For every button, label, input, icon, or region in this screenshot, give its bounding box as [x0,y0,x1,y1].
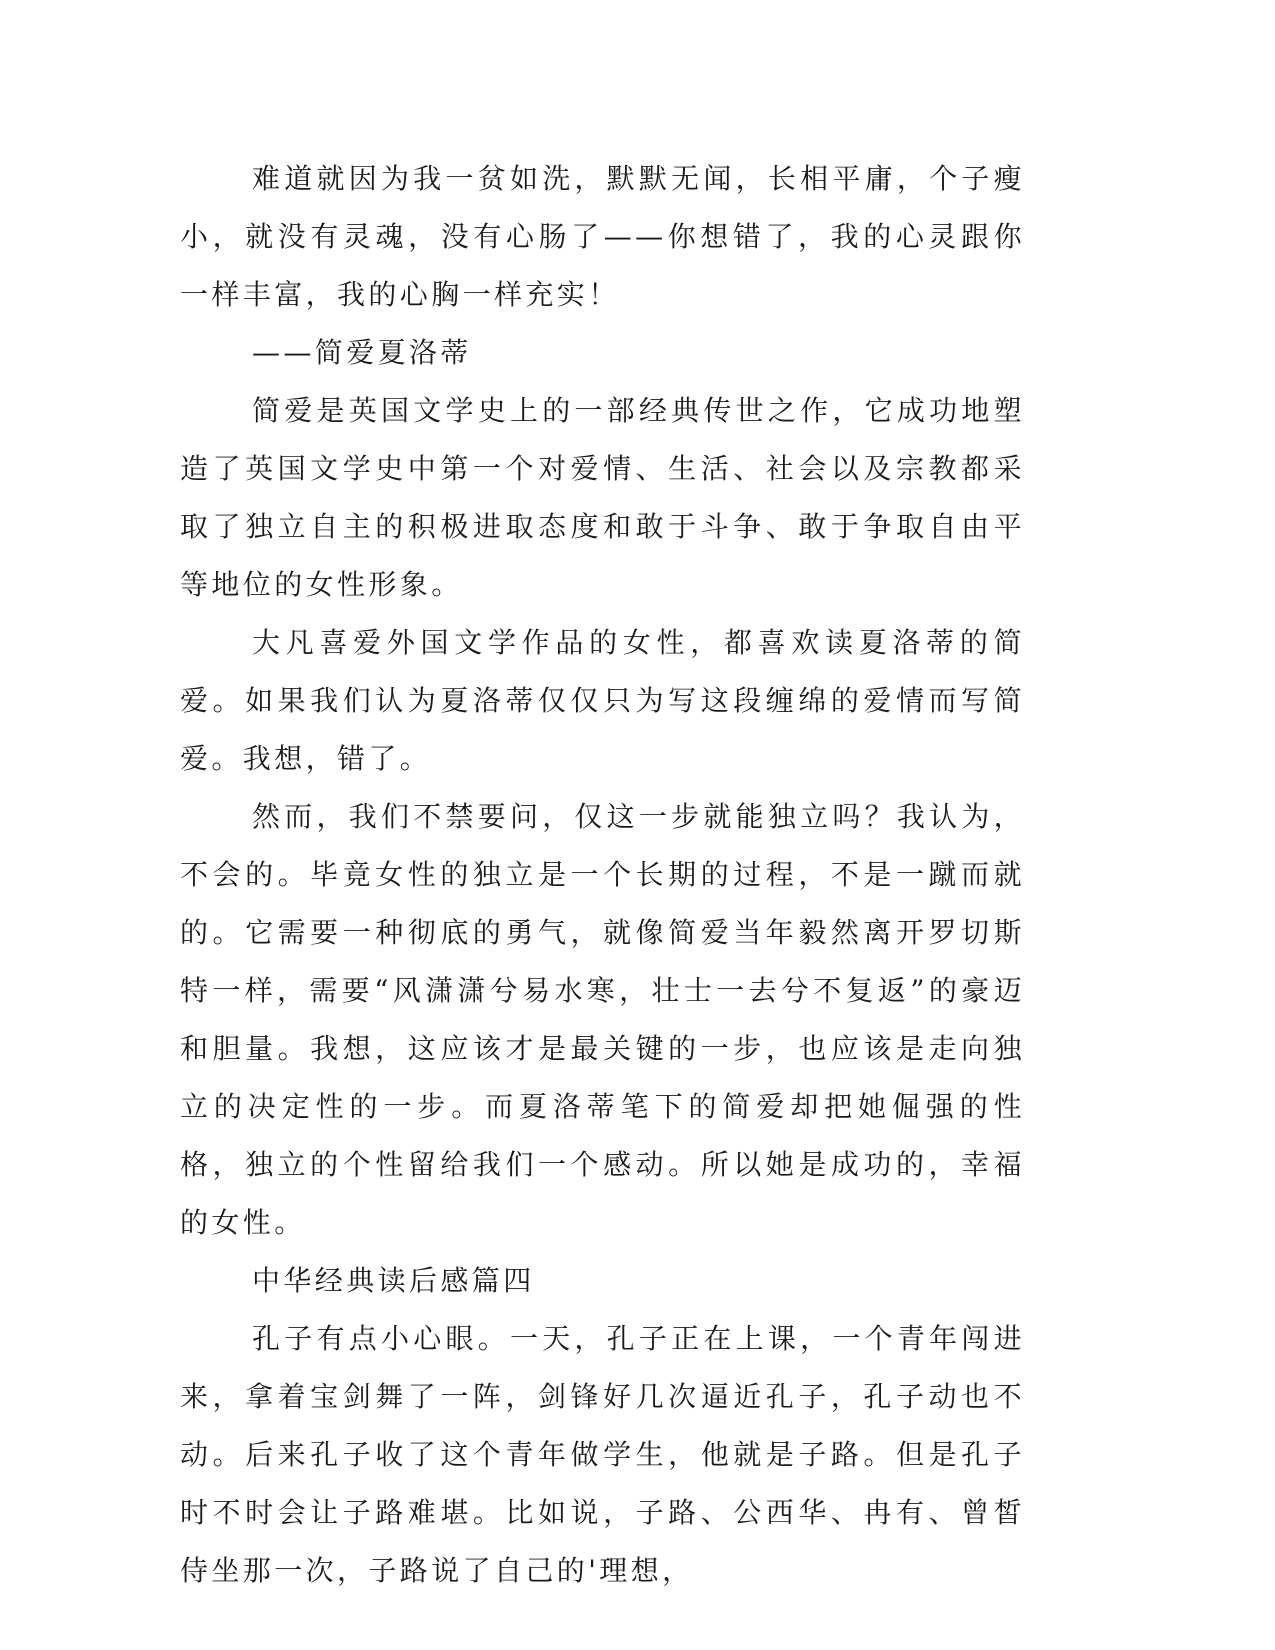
body-paragraph: 简爱是英国文学史上的一部经典传世之作，它成功地塑造了英国文学史中第一个对爱情、生活、社会以及宗教都采取了独立自主的积极进取态度和敢于斗争、敢于争取自由平等地位的女性形象。 [180,394,1025,601]
section-heading: 中华经典读后感篇四 [252,1264,535,1297]
body-paragraph: 难道就因为我一贫如洗，默默无闻，长相平庸，个子瘦小，就没有灵魂，没有心肠了——你想错了，我的心灵跟你一样丰富，我的心胸一样充实！ [180,162,1025,311]
body-paragraph: 孔子有点小心眼。一天，孔子正在上课，一个青年闯进来，拿着宝剑舞了一阵，剑锋好几次逼近孔子，孔子动也不动。后来孔子收了这个青年做学生，他就是子路。但是孔子时不时会让子路难堪。比如说，子路、公西华、冉有、曾皙侍坐那一次，子路说了自己的'理想， [180,1322,1025,1587]
document-page [180,150,1025,1600]
body-paragraph: 然而，我们不禁要问，仅这一步就能独立吗？我认为，不会的。毕竟女性的独立是一个长期的过程，不是一蹴而就的。它需要一种彻底的勇气，就像简爱当年毅然离开罗切斯特一样，需要“风潇潇兮易水寒，壮士一去兮不复返”的豪迈和胆量。我想，这应该才是最关键的一步，也应该是走向独立的决定性的一步。而夏洛蒂笔下的简爱却把她倔强的性格，独立的个性留给我们一个感动。所以她是成功的，幸福的女性。 [180,800,1025,1239]
body-paragraph: 大凡喜爱外国文学作品的女性，都喜欢读夏洛蒂的简爱。如果我们认为夏洛蒂仅仅只为写这段缠绵的爱情而写简爱。我想，错了。 [180,626,1025,775]
quote-attribution: ——简爱夏洛蒂 [252,336,472,369]
